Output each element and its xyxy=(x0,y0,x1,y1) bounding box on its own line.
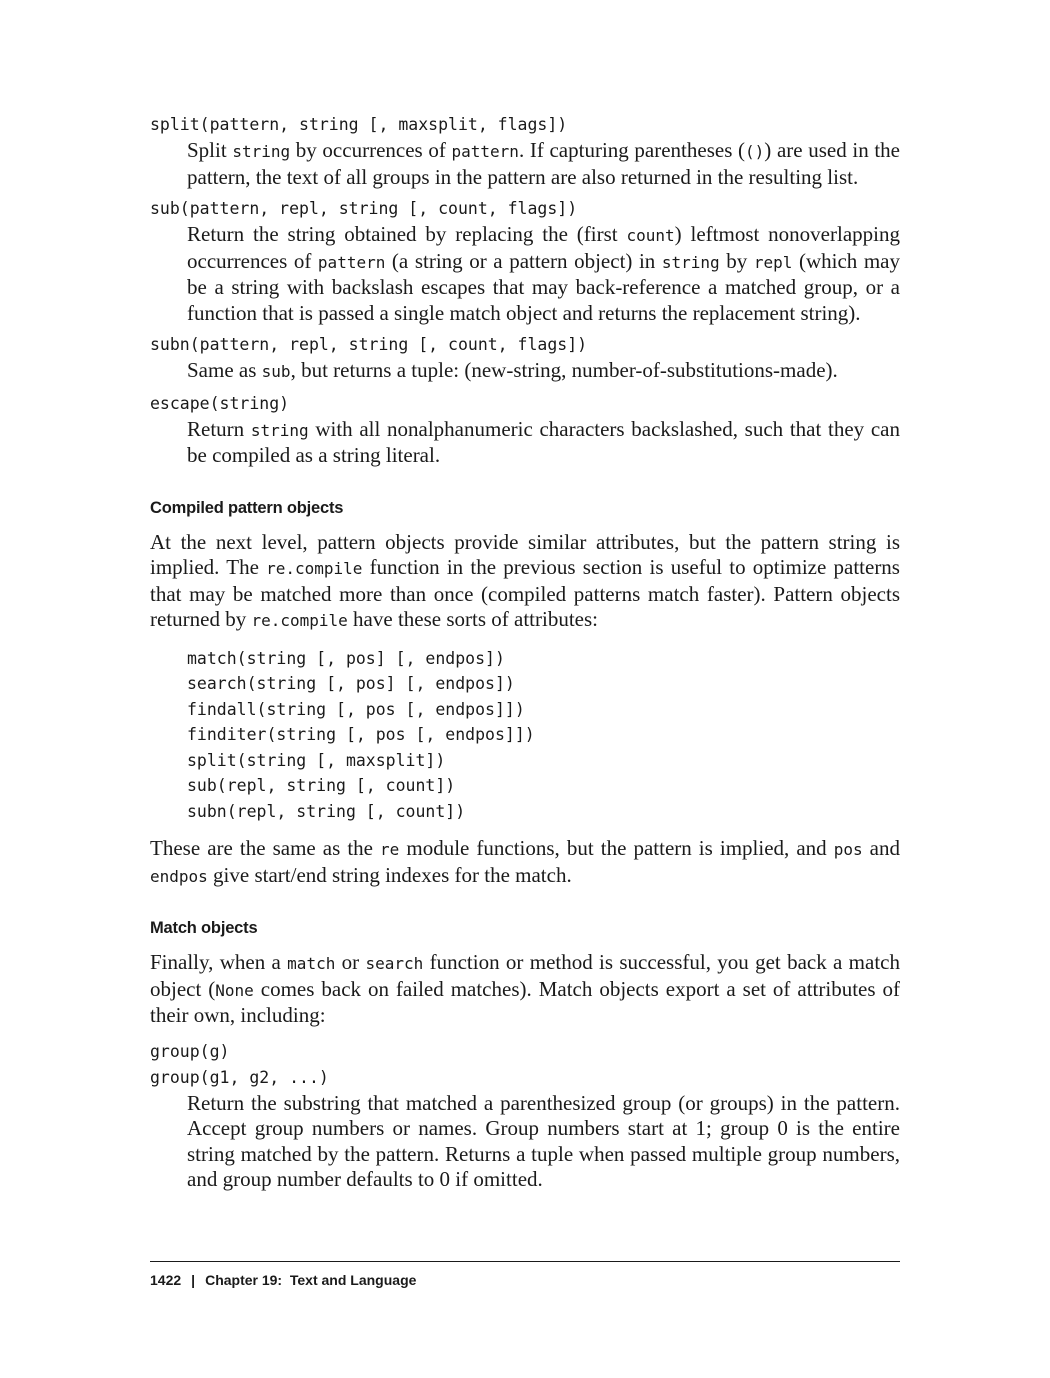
section-heading-compiled: Compiled pattern objects xyxy=(150,498,344,517)
text-run: (a string or a pattern object) in xyxy=(385,248,662,273)
inline-code: repl xyxy=(753,252,793,272)
inline-code: string xyxy=(250,420,309,440)
compiled-intro-paragraph xyxy=(150,530,900,634)
code-line: search(string [, pos] [, endpos]) xyxy=(187,674,515,693)
function-description xyxy=(187,417,900,469)
code-line: sub(repl, string [, count]) xyxy=(187,776,456,795)
function-description xyxy=(187,138,900,190)
inline-code: re.compile xyxy=(266,559,363,578)
function-signature: group(g1, g2, ...) xyxy=(150,1067,329,1087)
inline-code: match xyxy=(287,954,336,973)
text-run: Return the string obtained by replacing the (first xyxy=(187,222,627,246)
text-run: module functions, but the pattern is implied, and xyxy=(399,836,834,860)
inline-code: () xyxy=(745,142,765,161)
function-signature: sub(pattern, repl, string [, count, flags]) xyxy=(150,199,578,218)
function-entry-group xyxy=(150,1039,900,1193)
text-run: comes back on failed matches). Match objects export a set of attributes of their own, including: xyxy=(150,976,900,1027)
function-signature: split(pattern, string [, maxsplit, flags]) xyxy=(150,115,568,134)
code-line: match(string [, pos] [, endpos]) xyxy=(187,648,505,668)
function-entry-sub xyxy=(150,196,900,326)
text-run: Return the substring that matched a parenthesized group (or groups) in the pattern. Accept group numbers or names. Group numbers start at 1; group 0 is the entire string matched by the pattern. Returns a tuple when passed multiple group numbers, and group number defaults to 0 if omitted. xyxy=(187,1090,900,1191)
inline-code: sub xyxy=(261,362,291,381)
inline-code: string xyxy=(232,142,291,161)
compiled-methods-code-block xyxy=(187,646,900,825)
text-run: by occurrences of xyxy=(290,138,452,162)
inline-code: re.compile xyxy=(251,611,348,630)
text-run: Same as xyxy=(187,358,262,382)
inline-code: endpos xyxy=(150,866,208,886)
text-run: have these sorts of attributes: xyxy=(347,607,598,631)
text-run: . If capturing parentheses ( xyxy=(518,138,746,162)
text-run: ) leftmost nonoverlapping occurrences of xyxy=(187,222,900,273)
inline-code: pattern xyxy=(451,142,519,161)
page-content xyxy=(150,112,900,1199)
footer-separator: | xyxy=(191,1272,196,1288)
function-entry-split xyxy=(150,112,900,190)
text-run: function in the previous section is useful to optimize patterns that may be matched more than once (compiled patterns match faster). Pattern objects returned by xyxy=(150,555,900,631)
compiled-outro-paragraph xyxy=(150,836,900,889)
code-line: finditer(string [, pos [, endpos]]) xyxy=(187,725,535,744)
function-entry-subn xyxy=(150,332,900,385)
chapter-title: Chapter 19: Text and Language xyxy=(205,1272,417,1288)
page-footer xyxy=(150,1261,900,1288)
inline-code: count xyxy=(626,226,675,245)
page-number: 1422 xyxy=(150,1272,182,1288)
inline-code: pattern xyxy=(317,252,386,272)
text-run: Split xyxy=(187,138,233,162)
function-description xyxy=(187,222,900,326)
match-intro-paragraph xyxy=(150,950,900,1029)
code-line: findall(string [, pos [, endpos]]) xyxy=(187,699,525,719)
text-run: Finally, when a xyxy=(150,950,288,974)
text-run: ) are used in the pattern, the text of all groups in the pattern are also returned in the resulting list. xyxy=(187,138,900,189)
text-run: (which may be a string with backslash escapes that may back-reference a matched group, or a function that is passed a single match object and returns the replacement string). xyxy=(187,248,900,325)
text-run: At the next level, pattern objects provide similar attributes, but the pattern string is implied. The xyxy=(150,529,900,579)
inline-code: string xyxy=(661,252,720,272)
text-run: These are the same as the xyxy=(150,836,381,860)
text-run: give start/end string indexes for the match. xyxy=(207,862,572,887)
text-run: function or method is successful, you get back a match object ( xyxy=(150,950,900,1001)
code-line: subn(repl, string [, count]) xyxy=(187,801,466,821)
text-run: Return xyxy=(187,416,251,441)
inline-code: re xyxy=(380,840,400,859)
inline-code: search xyxy=(365,954,424,973)
text-run: with all nonalphanumeric characters backslashed, such that they can be compiled as a string literal. xyxy=(187,416,900,467)
function-entry-escape xyxy=(150,391,900,469)
text-run: by xyxy=(719,248,754,273)
text-run: or xyxy=(335,950,366,974)
function-signature: escape(string) xyxy=(150,393,290,413)
code-line: split(string [, maxsplit]) xyxy=(187,750,446,770)
function-description xyxy=(187,358,900,385)
inline-code: pos xyxy=(833,840,863,859)
function-description xyxy=(187,1091,900,1193)
inline-code: None xyxy=(215,980,254,1000)
text-run: , but returns a tuple: (new-string, number-of-substitutions-made). xyxy=(290,358,838,382)
function-signature: subn(pattern, repl, string [, count, flags]) xyxy=(150,335,588,354)
text-run: and xyxy=(862,836,900,860)
section-heading-match: Match objects xyxy=(150,919,258,937)
function-signature: group(g) xyxy=(150,1041,230,1061)
